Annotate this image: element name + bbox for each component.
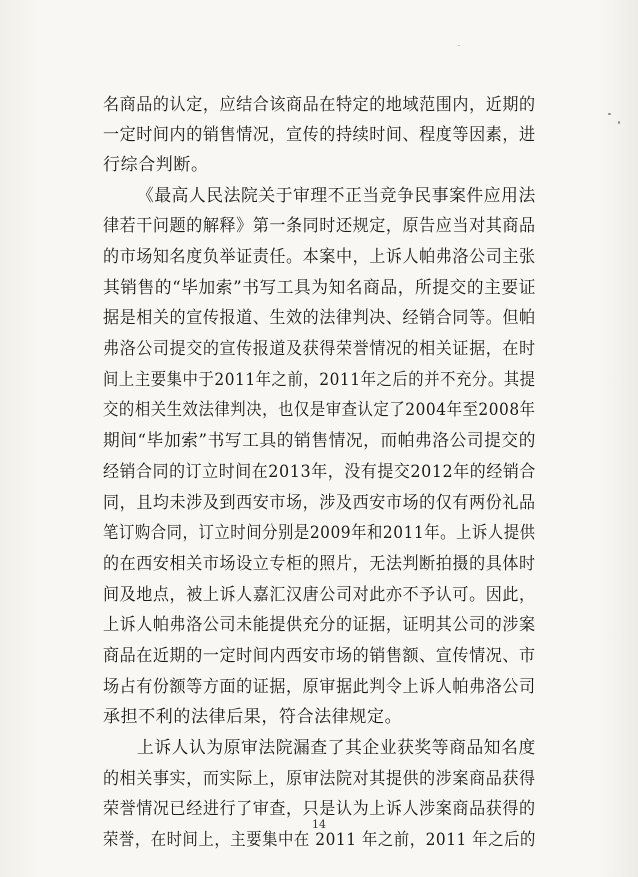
scan-speck xyxy=(458,45,460,46)
text-line: 上诉人帕弗洛公司未能提供充分的证据，证明其公司的涉案 xyxy=(103,615,536,635)
text-line: 的在西安相关市场设立专柜的照片，无法判断拍摄的具体时 xyxy=(103,554,536,574)
text-line: 荣誉，在时间上，主要集中在 2011 年之前，2011 年之后的 xyxy=(103,830,536,850)
text-line: 其销售的“毕加索”书写工具为知名商品，所提交的主要证 xyxy=(103,278,536,298)
text-line: 期间“毕加索”书写工具的销售情况，而帕弗洛公司提交的 xyxy=(103,431,536,451)
text-line: 间上主要集中于2011年之前，2011年之后的并不充分。其提 xyxy=(103,370,536,390)
text-line: 交的相关生效法律判决，也仅是审查认定了2004年至2008年 xyxy=(103,400,536,420)
page-number: 14 xyxy=(312,818,326,831)
text-line: 律若干问题的解释》第一条同时还规定，原告应当对其商品 xyxy=(103,216,536,236)
text-line: 的市场知名度负举证责任。本案中，上诉人帕弗洛公司主张 xyxy=(103,247,536,267)
scan-speck xyxy=(608,113,611,115)
text-line: 《最高人民法院关于审理不正当竞争民事案件应用法 xyxy=(137,186,536,206)
scan-speck xyxy=(618,121,620,124)
text-line: 笔订购合同，订立时间分别是2009年和2011年。上诉人提供 xyxy=(103,523,536,543)
text-line: 据是相关的宣传报道、生效的法律判决、经销合同等。但帕 xyxy=(103,308,536,328)
text-line: 的相关事实，而实际上，原审法院对其提供的涉案商品获得 xyxy=(103,769,536,789)
text-line: 名商品的认定，应结合该商品在特定的地域范围内，近期的 xyxy=(103,95,536,115)
text-line: 同，且均未涉及到西安市场，涉及西安市场的仅有两份礼品 xyxy=(103,493,536,513)
text-line: 承担不利的法律后果，符合法律规定。 xyxy=(103,707,403,727)
text-line: 上诉人认为原审法院漏查了其企业获奖等商品知名度 xyxy=(137,738,536,758)
text-line: 商品在近期的一定时间内西安市场的销售额、宣传情况、市 xyxy=(103,646,536,666)
text-line: 行综合判断。 xyxy=(103,155,209,175)
text-line: 荣誉情况已经进行了审查，只是认为上诉人涉案商品获得的 xyxy=(103,799,536,819)
text-line: 一定时间内的销售情况，宣传的持续时间、程度等因素，进 xyxy=(103,125,536,145)
text-line: 经销合同的订立时间在2013年，没有提交2012年的经销合 xyxy=(103,462,536,482)
text-line: 场占有份额等方面的证据，原审据此判令上诉人帕弗洛公司 xyxy=(103,677,536,697)
text-line: 间及地点，被上诉人嘉汇汉唐公司对此亦不予认可。因此， xyxy=(103,585,536,605)
text-line: 弗洛公司提交的宣传报道及获得荣誉情况的相关证据，在时 xyxy=(103,339,536,359)
